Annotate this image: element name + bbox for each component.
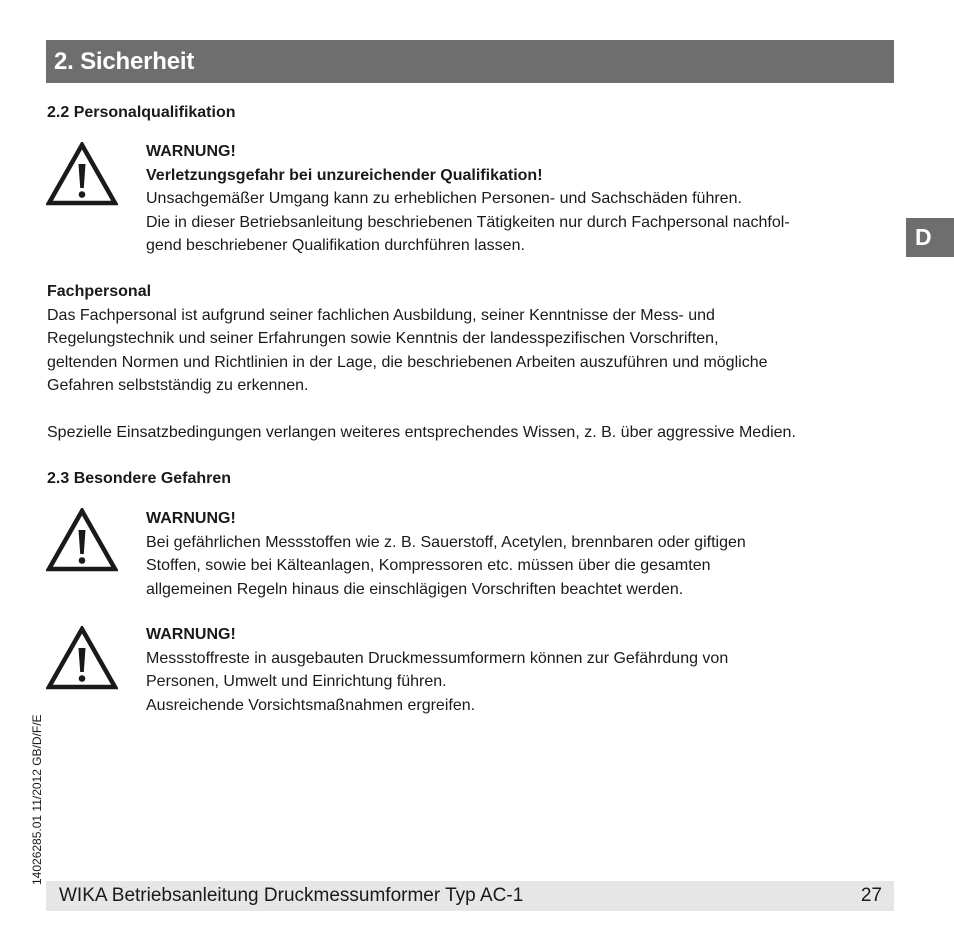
warning-line: gend beschriebener Qualifikation durchführen lassen. (146, 237, 525, 254)
body-line: Gefahren selbstständig zu erkennen. (47, 377, 309, 394)
warning-subtitle: Verletzungsgefahr bei unzureichender Qualifikation! (146, 166, 543, 184)
warning-line: Die in dieser Betriebsanleitung beschriebenen Tätigkeiten nur durch Fachpersonal nachfol- (146, 213, 790, 231)
warning-title: WARNUNG! (146, 143, 236, 160)
page-footer (46, 881, 894, 911)
warning-triangle-icon (46, 626, 118, 690)
special-conditions-text: Spezielle Einsatzbedingungen verlangen weiteres entsprechendes Wissen, z. B. über aggressive Medien. (47, 424, 796, 441)
language-tab (906, 218, 954, 257)
body-line: Das Fachpersonal ist aufgrund seiner fachlichen Ausbildung, seiner Kenntnisse der Mess- und (47, 306, 715, 324)
warning-line: Bei gefährlichen Messstoffen wie z. B. Sauerstoff, Acetylen, brennbaren oder giftigen (146, 533, 746, 551)
section-header-bar (46, 40, 894, 83)
heading-2-3: 2.3 Besondere Gefahren (47, 470, 232, 487)
fachpersonal-block (47, 280, 767, 398)
warning-line: allgemeinen Regeln hinaus die einschlägigen Vorschriften beachtet werden. (146, 580, 684, 598)
body-line: Regelungstechnik und seiner Erfahrungen sowie Kenntnis der landesspezifischen Vorschriften, (47, 330, 719, 347)
section-title: 2. Sicherheit (54, 47, 195, 75)
warning-line: Ausreichende Vorsichtsmaßnahmen ergreifen. (146, 696, 476, 714)
warning-triangle-icon (46, 508, 118, 572)
heading-2-2: 2.2 Personalqualifikation (47, 104, 236, 121)
page-number: 27 (860, 885, 882, 906)
warning-line: Messstoffreste in ausgebauten Druckmessumformern können zur Gefährdung von (146, 649, 729, 667)
warning-line: Personen, Umwelt und Einrichtung führen. (146, 673, 447, 690)
warning-triangle-icon (46, 142, 118, 206)
fachpersonal-heading: Fachpersonal (47, 283, 152, 300)
warning-hazardous-media (146, 507, 746, 601)
document-code: 14026285.01 11/2012 GB/D/F/E (30, 714, 44, 885)
language-tab-label: D (915, 224, 932, 250)
warning-line: Stoffen, sowie bei Kälteanlagen, Kompressoren etc. müssen über die gesamten (146, 557, 711, 574)
warning-title: WARNUNG! (146, 510, 236, 527)
warning-title: WARNUNG! (146, 626, 236, 643)
footer-title: WIKA Betriebsanleitung Druckmessumformer Typ AC-1 (59, 885, 524, 906)
warning-line: Unsachgemäßer Umgang kann zu erheblichen Personen- und Sachschäden führen. (146, 190, 742, 207)
warning-qualification (146, 140, 790, 258)
warning-residual-media (146, 623, 728, 717)
body-line: geltenden Normen und Richtlinien in der Lage, die beschriebenen Arbeiten auszuführen und mögliche (47, 353, 768, 371)
